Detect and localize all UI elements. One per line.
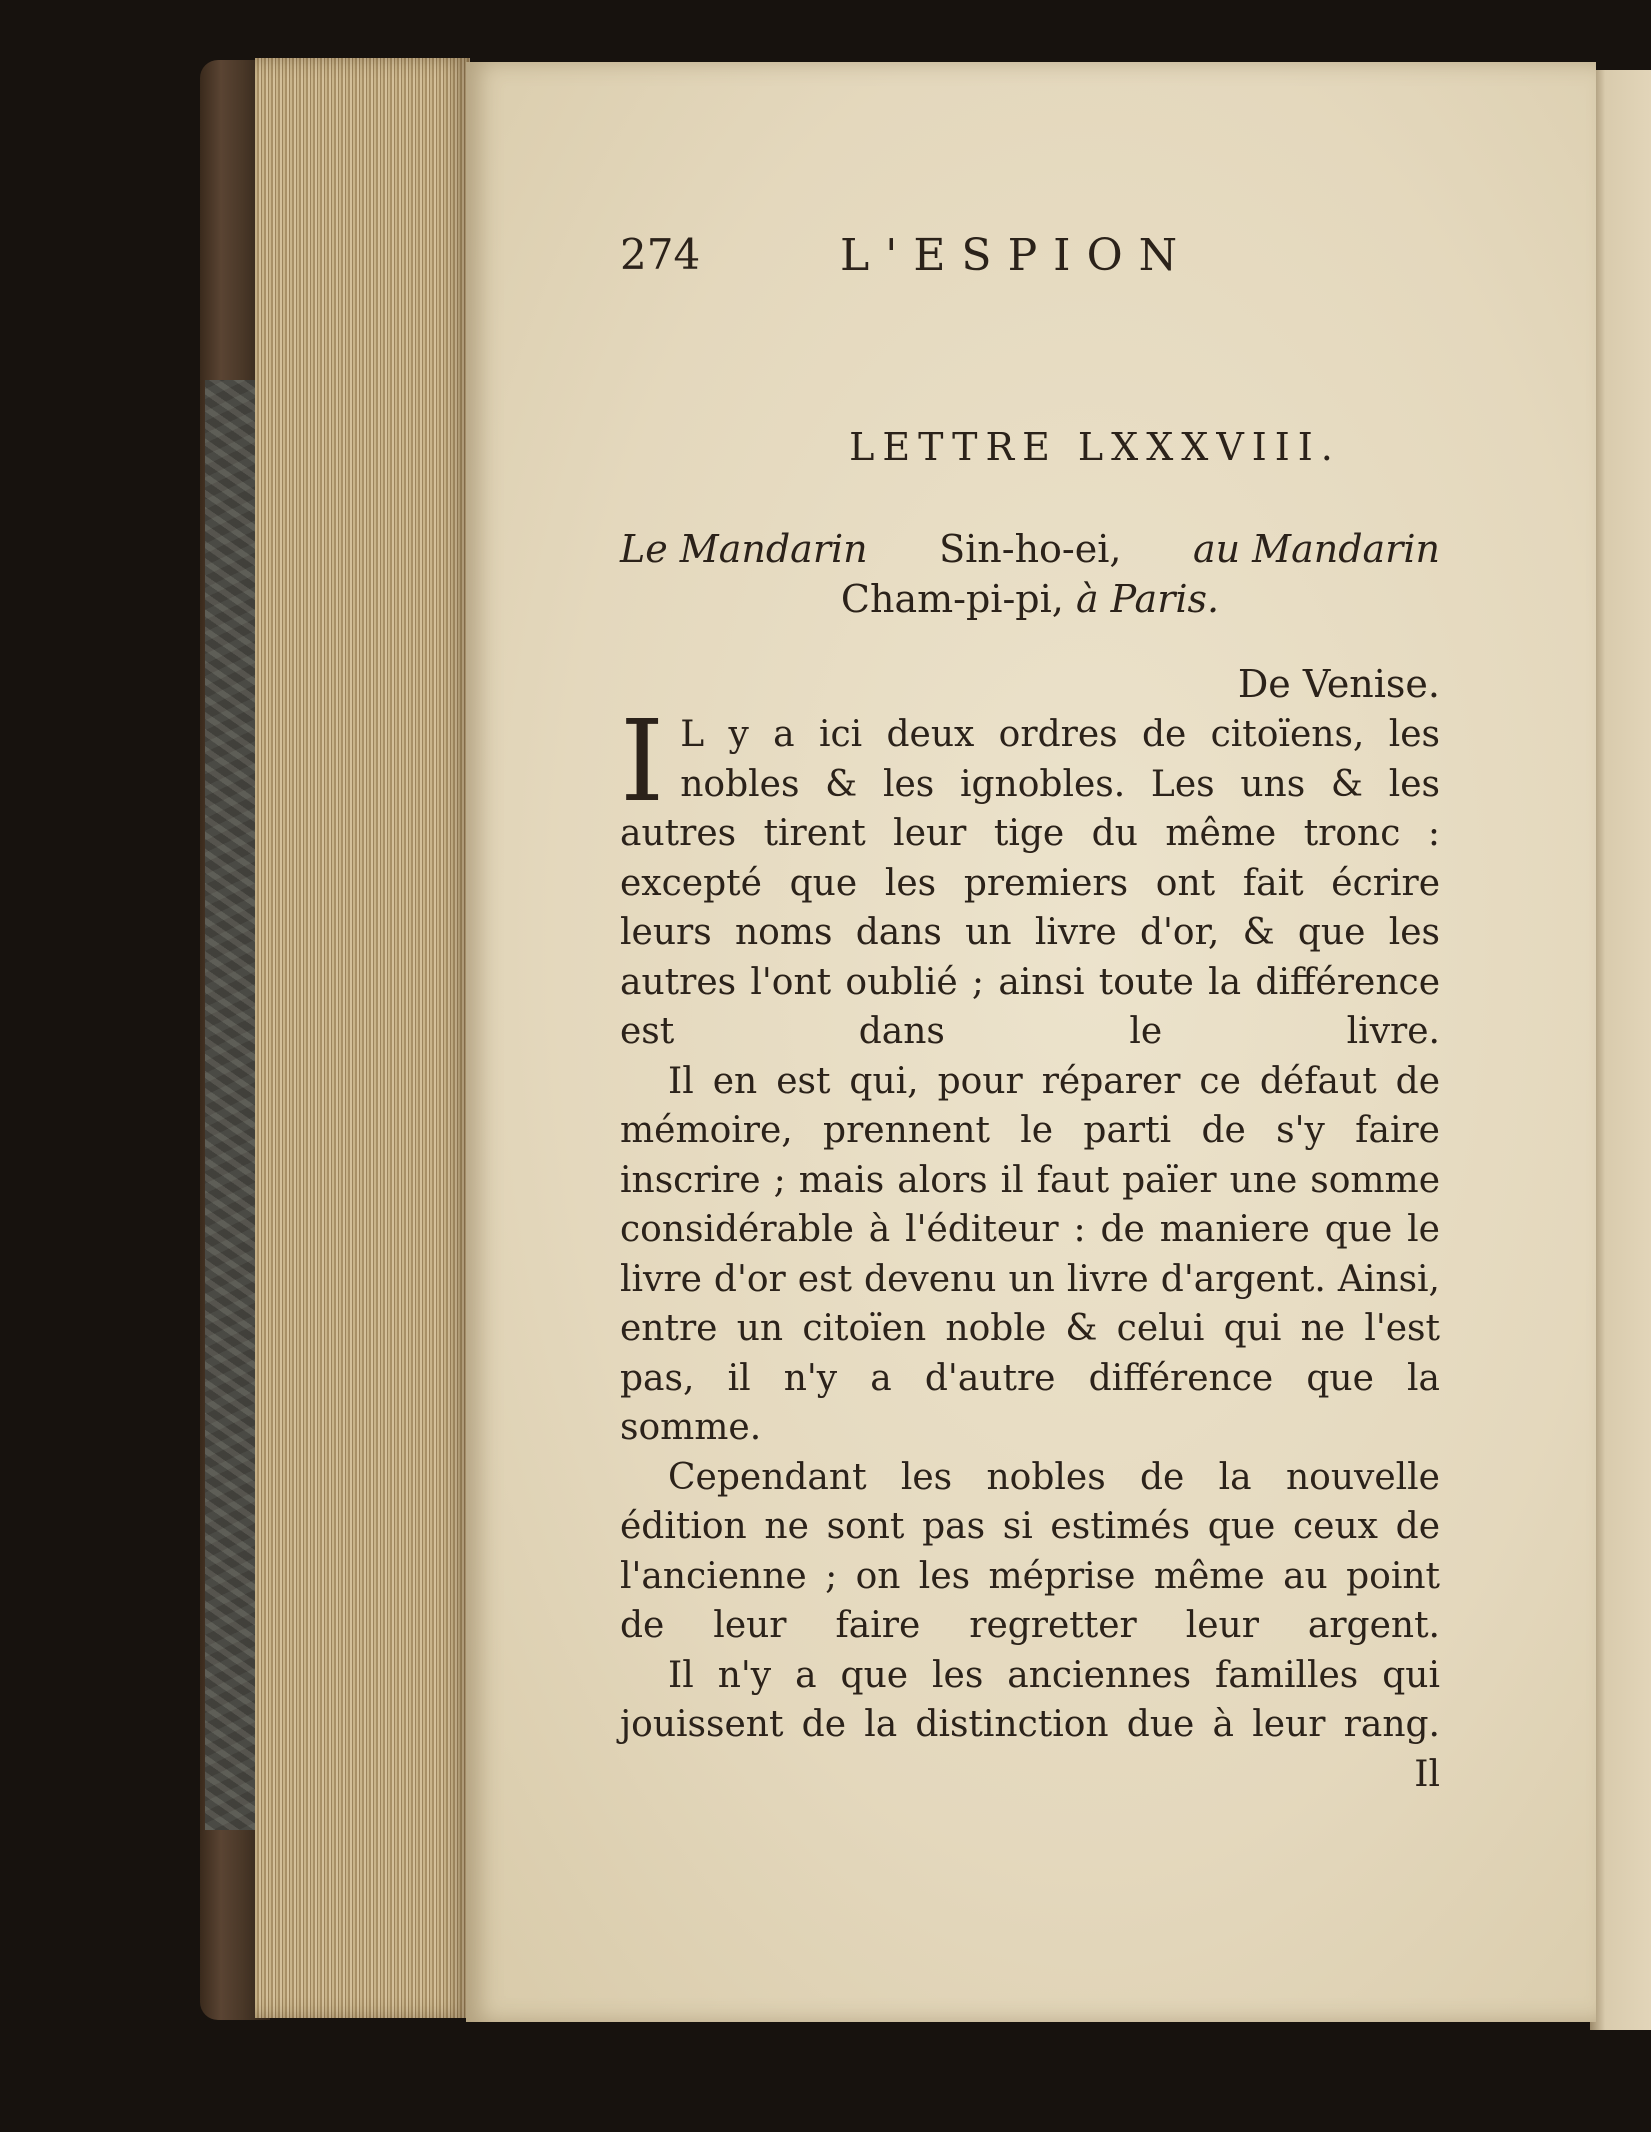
salutation-recipient-name: Cham-pi-pi, [840, 577, 1064, 621]
salutation-line-1 [620, 524, 1440, 574]
page-header [620, 230, 1440, 300]
running-title: L'ESPION [840, 230, 1194, 281]
salutation-sender-title: Le Mandarin [620, 527, 868, 571]
paragraph-3: Cependant les nobles de la nouvelle édition ne sont pas si estimés que ceux de l'ancienne ; on les méprise même au point de leur faire regretter leur argent. [620, 1456, 1440, 1646]
salutation-sender-name: Sin-ho-ei, [939, 527, 1122, 571]
facing-page-edge [1590, 70, 1651, 2030]
letter-place: De Venise. [1237, 662, 1440, 706]
paragraph-1-text: L y a ici deux ordres de citoïens, les nobles & les ignobles. Les uns & les autres tirent leur tige du même tronc : excepté que les premiers ont fait écrire leurs noms dans un livre d'or, & que les autres l'ont oublié ; ainsi toute la différence est dans le livre. [620, 714, 1440, 1052]
page-number: 274 [620, 230, 701, 279]
salutation-line-2 [620, 574, 1440, 624]
paragraph-1 [620, 697, 1440, 1057]
letter-heading: LETTRE LXXXVIII. [849, 425, 1341, 469]
marbled-cover [205, 380, 260, 1830]
page-edges [255, 58, 470, 2018]
paragraph-2: Il en est qui, pour réparer ce défaut de mémoire, prennent le parti de s'y faire inscrire ; mais alors il faut païer une somme considérable à l'éditeur : de maniere que le livre d'or est devenu un livre d'argent. Ainsi, entre un citoïen noble & celui qui ne l'est pas, il n'y a d'autre différence que la somme. [620, 1060, 1440, 1448]
catchword: Il [1414, 1753, 1440, 1795]
salutation-destination: à Paris. [1075, 577, 1220, 621]
salutation [620, 524, 1440, 624]
salutation-recipient-title: au Mandarin [1192, 527, 1440, 571]
page-text [620, 230, 1440, 1799]
drop-cap: I [620, 697, 665, 827]
paragraph-4: Il n'y a que les anciennes familles qui jouissent de la distinction due à leur rang. [620, 1654, 1440, 1745]
